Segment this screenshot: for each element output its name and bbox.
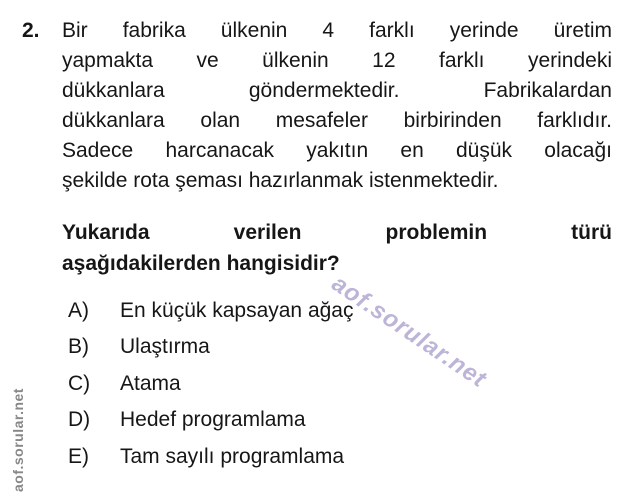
options-list [68,293,608,475]
question-prompt [62,217,612,279]
option-row-a [68,293,608,329]
option-text: Atama [120,371,181,395]
option-text: Tam sayılı programlama [120,444,345,468]
option-text: Ulaştırma [120,335,210,359]
prompt-line: Yukarıda verilen problemin türü [62,221,612,244]
option-row-e [68,439,608,475]
question-line: Bir fabrika ülkenin 4 farklı yerinde üretim [62,19,612,42]
question-line: yapmakta ve ülkenin 12 farklı yerindeki [62,49,612,72]
question-line: Sadece harcanacak yakıtın en düşük olacağı [62,139,612,162]
option-text: Hedef programlama [120,408,306,432]
option-letter: A) [68,299,89,322]
option-letter: D) [68,408,91,432]
question-line: şekilde rota şeması hazırlanmak istenmektedir. [62,169,499,192]
option-row-c [68,366,608,402]
option-text: En küçük kapsayan ağaç [120,299,354,322]
option-row-d [68,402,608,438]
option-letter: E) [68,444,89,468]
watermark-diagonal: aof.sorular.net [326,270,492,394]
question-line: dükkanlara olan mesafeler birbirinden farklıdır. [62,109,612,132]
option-letter: C) [68,371,91,395]
watermark-vertical: aof.sorular.net [10,388,26,492]
option-row-b [68,329,608,365]
question-line: dükkanlara göndermektedir. Fabrikalardan [62,79,612,102]
question-number: 2. [22,19,40,42]
prompt-line: aşağıdakilerden hangisidir? [62,252,340,275]
question-paragraph [62,16,612,196]
option-letter: B) [68,335,89,359]
